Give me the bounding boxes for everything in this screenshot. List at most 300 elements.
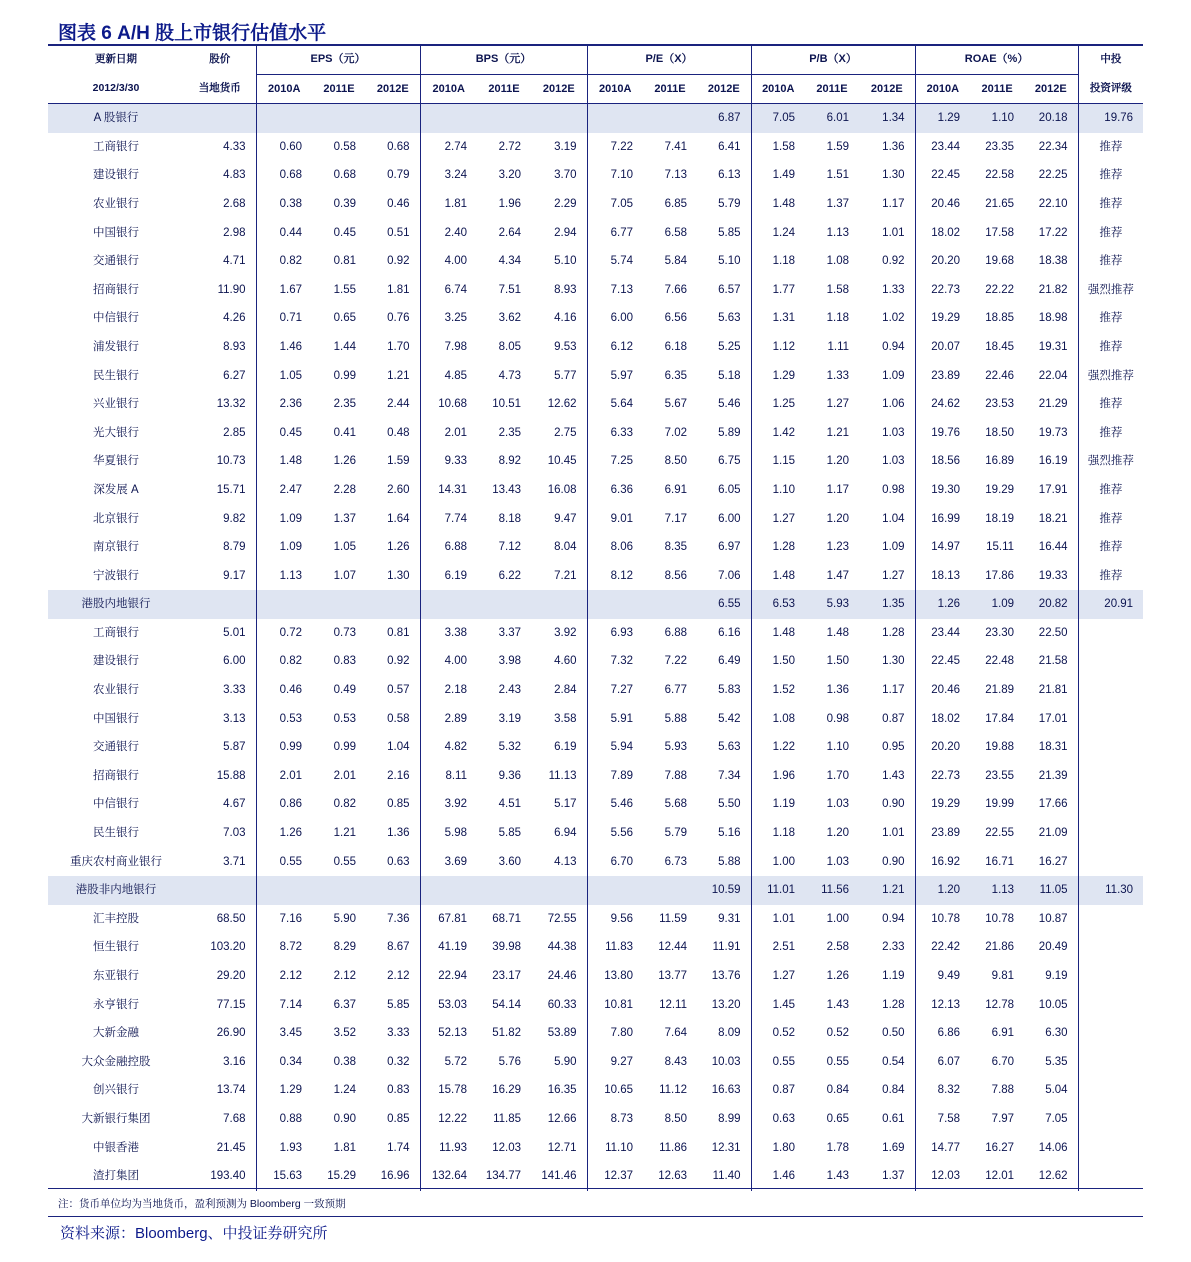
table-row (48, 390, 1143, 419)
value-cell: 17.58 (985, 226, 1015, 239)
value-cell: 5.85 (498, 827, 521, 840)
rating-cell (1078, 905, 1143, 934)
value-cell: 22.34 (1024, 133, 1078, 162)
value-cell: 1.18 (772, 255, 796, 268)
roae-2010a-header: 2010A (915, 74, 970, 104)
value-cell: 0.58 (333, 140, 356, 153)
value-cell: 23.55 (985, 769, 1015, 782)
value-cell: 1.01 (859, 819, 915, 848)
value-cell: 10.03 (697, 1048, 751, 1077)
value-cell: 7.22 (610, 140, 633, 153)
value-cell: 1.36 (826, 684, 850, 697)
value-cell: 9.81 (991, 970, 1015, 982)
price-cell: 15.71 (184, 476, 256, 505)
value-cell: 7.12 (498, 541, 521, 554)
value-cell: 0.46 (366, 190, 420, 219)
value-cell: 7.14 (279, 998, 302, 1011)
value-cell: 0.81 (366, 619, 420, 648)
pb-2012e-header: 2012E (859, 74, 915, 104)
value-cell: 1.20 (826, 512, 850, 525)
value-cell: 0.45 (333, 226, 356, 239)
price-cell: 3.13 (184, 705, 256, 734)
value-cell: 0.58 (366, 705, 420, 734)
value-cell: 1.11 (827, 340, 850, 353)
value-cell: 1.42 (772, 426, 796, 439)
value-cell: 22.50 (1024, 619, 1078, 648)
group-row (48, 876, 1143, 905)
value-cell: 1.70 (366, 333, 420, 362)
price-cell: 2.85 (184, 419, 256, 448)
bank-name: 汇丰控股 (93, 912, 139, 925)
value-cell: 3.52 (333, 1027, 356, 1040)
group-summary-cell: 11.01 (751, 876, 805, 905)
value-cell: 2.35 (333, 398, 356, 411)
value-cell: 5.68 (664, 798, 687, 811)
value-cell: 1.25 (772, 398, 796, 411)
value-cell: 16.08 (531, 476, 587, 505)
value-cell: 54.14 (492, 998, 521, 1011)
bank-name: 中国银行 (93, 226, 139, 239)
value-cell: 7.10 (610, 169, 633, 182)
value-cell: 5.90 (333, 912, 356, 925)
value-cell: 23.17 (492, 970, 521, 982)
group-summary-cell (643, 104, 697, 133)
value-cell: 5.63 (697, 733, 751, 762)
value-cell: 1.36 (859, 133, 915, 162)
price-cell: 11.90 (184, 276, 256, 305)
group-summary-cell: 1.34 (859, 104, 915, 133)
value-cell: 19.29 (931, 798, 961, 811)
roae-2012e-header: 2012E (1024, 74, 1078, 104)
value-cell: 5.74 (610, 255, 633, 268)
bank-name: 宁波银行 (93, 569, 139, 582)
rating-cell (1078, 1076, 1143, 1105)
value-cell: 17.01 (1024, 705, 1078, 734)
bank-name: 兴业银行 (93, 398, 139, 411)
price-cell: 8.79 (184, 533, 256, 562)
price-cell: 4.71 (184, 247, 256, 276)
group-summary-cell: 1.35 (859, 590, 915, 619)
value-cell: 1.69 (859, 1134, 915, 1163)
price-cell: 4.26 (184, 304, 256, 333)
value-cell: 132.64 (431, 1170, 467, 1183)
value-cell: 52.13 (438, 1027, 467, 1040)
table-row (48, 505, 1143, 534)
value-cell: 60.33 (531, 991, 587, 1020)
value-cell: 1.05 (333, 541, 356, 554)
value-cell: 0.99 (279, 741, 302, 754)
value-cell: 10.87 (1024, 905, 1078, 934)
figure-title: 图表 6 A/H 股上市银行估值水平 (58, 23, 327, 44)
value-cell: 18.50 (985, 426, 1015, 439)
value-cell: 12.11 (659, 998, 687, 1011)
header-row-groups (48, 45, 1143, 74)
value-cell: 3.92 (531, 619, 587, 648)
value-cell: 8.29 (333, 941, 356, 954)
eps-group-header: EPS（元） (256, 45, 420, 74)
price-cell: 6.27 (184, 362, 256, 391)
value-cell: 1.03 (826, 855, 850, 868)
note-bottom-rule (48, 1216, 1143, 1217)
value-cell: 6.35 (664, 369, 687, 382)
bank-name: 交通银行 (93, 255, 139, 268)
value-cell: 0.79 (366, 161, 420, 190)
group-summary-cell (312, 876, 366, 905)
table-row (48, 1134, 1143, 1163)
value-cell: 0.65 (333, 312, 356, 325)
value-cell: 5.97 (610, 369, 633, 382)
value-cell: 10.68 (438, 398, 467, 411)
rating-cell (1078, 962, 1143, 991)
value-cell: 22.58 (985, 169, 1015, 182)
bank-name: 创兴银行 (93, 1084, 139, 1097)
bank-name: 农业银行 (93, 684, 139, 697)
value-cell: 9.01 (610, 512, 633, 525)
value-cell: 2.94 (531, 219, 587, 248)
value-cell: 1.43 (859, 762, 915, 791)
value-cell: 7.27 (610, 684, 633, 697)
rating-cell: 推荐 (1099, 512, 1123, 525)
value-cell: 1.29 (772, 369, 796, 382)
rating-cell (1078, 790, 1143, 819)
value-cell: 23.30 (985, 626, 1015, 639)
value-cell: 41.19 (438, 941, 467, 954)
value-cell: 0.34 (279, 1055, 302, 1068)
pe-2010a-header: 2010A (587, 74, 643, 104)
value-cell: 1.20 (826, 455, 850, 468)
value-cell: 0.95 (859, 733, 915, 762)
value-cell: 10.81 (604, 998, 633, 1011)
value-cell: 1.31 (772, 312, 796, 325)
group-summary-cell: 5.93 (805, 590, 859, 619)
value-cell: 6.97 (697, 533, 751, 562)
value-cell: 5.85 (366, 991, 420, 1020)
value-cell: 6.77 (664, 684, 687, 697)
value-cell: 18.19 (985, 512, 1015, 525)
value-cell: 5.79 (664, 827, 687, 840)
value-cell: 16.96 (366, 1162, 420, 1191)
bank-name: 大新金融 (93, 1027, 139, 1040)
value-cell: 2.44 (366, 390, 420, 419)
value-cell: 5.46 (697, 390, 751, 419)
value-cell: 18.02 (931, 712, 961, 725)
value-cell: 7.25 (610, 455, 633, 468)
value-cell: 4.34 (498, 255, 521, 268)
value-cell: 0.52 (772, 1027, 796, 1040)
value-cell: 4.51 (498, 798, 521, 811)
value-cell: 1.55 (333, 283, 356, 296)
price-cell: 3.71 (184, 848, 256, 877)
value-cell: 19.99 (985, 798, 1015, 811)
value-cell: 3.25 (444, 312, 467, 325)
value-cell: 8.12 (610, 569, 633, 582)
value-cell: 10.51 (492, 398, 521, 411)
value-cell: 8.06 (610, 541, 633, 554)
value-cell: 0.38 (279, 197, 302, 210)
value-cell: 53.89 (531, 1019, 587, 1048)
value-cell: 7.32 (610, 655, 633, 668)
value-cell: 1.18 (826, 312, 850, 325)
value-cell: 0.39 (333, 197, 356, 210)
table-row (48, 905, 1143, 934)
pb-group-header: P/B（X） (751, 45, 915, 74)
group-summary-cell: 6.87 (697, 104, 751, 133)
value-cell: 19.76 (931, 426, 961, 439)
value-cell: 0.90 (333, 1112, 356, 1125)
value-cell: 1.06 (859, 390, 915, 419)
value-cell: 8.92 (498, 455, 521, 468)
value-cell: 2.84 (531, 676, 587, 705)
value-cell: 21.65 (985, 197, 1015, 210)
value-cell: 1.08 (826, 255, 850, 268)
value-cell: 12.03 (492, 1141, 521, 1154)
table-row (48, 819, 1143, 848)
rating-cell (1078, 1048, 1143, 1077)
group-summary-cell (256, 876, 312, 905)
price-cell: 2.68 (184, 190, 256, 219)
value-cell: 11.40 (697, 1162, 751, 1191)
price-cell: 5.87 (184, 733, 256, 762)
bank-name: 招商银行 (93, 283, 139, 296)
rating-cell: 推荐 (1099, 312, 1123, 325)
bank-name: 北京银行 (93, 512, 139, 525)
value-cell: 12.03 (931, 1170, 961, 1183)
pe-group-header: P/E（X） (587, 45, 751, 74)
value-cell: 2.12 (333, 970, 356, 982)
value-cell: 1.26 (826, 970, 850, 982)
value-cell: 5.67 (664, 398, 687, 411)
rating-cell: 推荐 (1099, 483, 1123, 496)
value-cell: 1.09 (859, 533, 915, 562)
value-cell: 0.60 (279, 140, 302, 153)
value-cell: 2.35 (498, 426, 521, 439)
group-summary-cell (420, 590, 477, 619)
value-cell: 22.46 (985, 369, 1015, 382)
value-cell: 12.22 (438, 1112, 467, 1125)
value-cell: 23.89 (931, 369, 961, 382)
value-cell: 0.99 (333, 369, 356, 382)
value-cell: 1.29 (279, 1084, 302, 1097)
value-cell: 1.21 (366, 362, 420, 391)
bps-2010a-header: 2010A (420, 74, 477, 104)
value-cell: 17.84 (985, 712, 1015, 725)
value-cell: 1.18 (772, 827, 796, 840)
value-cell: 0.53 (279, 712, 302, 725)
value-cell: 5.94 (610, 741, 633, 754)
group-summary-cell: 1.20 (915, 876, 970, 905)
pb-2010a-header: 2010A (751, 74, 805, 104)
value-cell: 22.48 (985, 655, 1015, 668)
value-cell: 5.93 (664, 741, 687, 754)
group-summary-cell: 7.05 (751, 104, 805, 133)
value-cell: 18.31 (1024, 733, 1078, 762)
bank-name: 中信银行 (93, 798, 139, 811)
value-cell: 0.52 (826, 1027, 850, 1040)
group-summary-cell (477, 876, 531, 905)
value-cell: 1.52 (772, 684, 796, 697)
value-cell: 68.71 (492, 912, 521, 925)
value-cell: 0.32 (366, 1048, 420, 1077)
value-cell: 1.48 (279, 455, 302, 468)
value-cell: 20.46 (931, 684, 961, 697)
value-cell: 6.19 (444, 569, 467, 582)
value-cell: 0.92 (366, 247, 420, 276)
value-cell: 9.53 (531, 333, 587, 362)
price-cell: 7.03 (184, 819, 256, 848)
value-cell: 1.09 (279, 541, 302, 554)
value-cell: 1.96 (772, 769, 796, 782)
value-cell: 7.98 (444, 340, 467, 353)
value-cell: 3.38 (444, 626, 467, 639)
value-cell: 0.68 (333, 169, 356, 182)
group-summary-cell (366, 104, 420, 133)
value-cell: 5.91 (610, 712, 633, 725)
group-summary-cell: 1.21 (859, 876, 915, 905)
value-cell: 7.16 (279, 912, 302, 925)
value-cell: 2.36 (279, 398, 302, 411)
value-cell: 0.73 (333, 626, 356, 639)
group-summary-cell (184, 590, 256, 619)
group-label: 港股内地银行 (48, 590, 184, 619)
value-cell: 1.26 (366, 533, 420, 562)
value-cell: 0.71 (279, 312, 302, 325)
group-label: A 股银行 (48, 104, 184, 133)
value-cell: 1.07 (333, 569, 356, 582)
table-row (48, 1076, 1143, 1105)
value-cell: 1.20 (826, 827, 850, 840)
value-cell: 11.93 (439, 1141, 467, 1154)
table-row (48, 533, 1143, 562)
eps-2011e-header: 2011E (312, 74, 366, 104)
table-row (48, 247, 1143, 276)
value-cell: 1.27 (826, 398, 850, 411)
price-unit-label: 当地货币 (184, 74, 256, 104)
value-cell: 21.82 (1024, 276, 1078, 305)
value-cell: 3.19 (498, 712, 521, 725)
value-cell: 5.90 (531, 1048, 587, 1077)
price-cell: 193.40 (184, 1162, 256, 1191)
value-cell: 7.74 (444, 512, 467, 525)
value-cell: 16.19 (1024, 447, 1078, 476)
value-cell: 19.88 (985, 741, 1015, 754)
value-cell: 22.73 (931, 283, 961, 296)
price-cell: 3.33 (184, 676, 256, 705)
value-cell: 17.91 (1024, 476, 1078, 505)
group-summary-cell: 11.56 (805, 876, 859, 905)
group-summary-cell: 20.91 (1078, 590, 1143, 619)
value-cell: 16.29 (492, 1084, 521, 1097)
value-cell: 8.35 (664, 541, 687, 554)
bank-name: 大新银行集团 (81, 1112, 151, 1125)
rating-cell: 推荐 (1099, 398, 1123, 411)
value-cell: 6.56 (664, 312, 687, 325)
value-cell: 8.99 (697, 1105, 751, 1134)
value-cell: 4.13 (531, 848, 587, 877)
rating-cell: 推荐 (1099, 340, 1123, 353)
value-cell: 0.83 (366, 1076, 420, 1105)
source-line: 资料来源：Bloomberg、中投证券研究所 (60, 1225, 328, 1242)
value-cell: 0.38 (333, 1055, 356, 1068)
value-cell: 11.10 (605, 1141, 633, 1154)
value-cell: 7.13 (664, 169, 687, 182)
value-cell: 21.89 (985, 684, 1015, 697)
value-cell: 16.27 (985, 1141, 1015, 1154)
value-cell: 0.76 (366, 304, 420, 333)
value-cell: 6.00 (610, 312, 633, 325)
value-cell: 2.60 (366, 476, 420, 505)
value-cell: 1.48 (826, 626, 850, 639)
value-cell: 16.44 (1024, 533, 1078, 562)
value-cell: 7.66 (664, 283, 687, 296)
value-cell: 12.37 (604, 1170, 633, 1183)
value-cell: 8.93 (531, 276, 587, 305)
value-cell: 5.04 (1024, 1076, 1078, 1105)
value-cell: 0.90 (859, 848, 915, 877)
rating-cell: 推荐 (1099, 169, 1123, 182)
value-cell: 0.53 (333, 712, 356, 725)
bank-name: 建设银行 (93, 169, 139, 182)
value-cell: 12.66 (531, 1105, 587, 1134)
value-cell: 6.22 (498, 569, 521, 582)
value-cell: 15.29 (327, 1170, 356, 1183)
value-cell: 0.85 (366, 790, 420, 819)
value-cell: 5.10 (531, 247, 587, 276)
value-cell: 22.73 (931, 769, 961, 782)
group-summary-cell: 6.55 (697, 590, 751, 619)
value-cell: 24.46 (531, 962, 587, 991)
value-cell: 1.59 (366, 447, 420, 476)
value-cell: 5.77 (531, 362, 587, 391)
table-row (48, 219, 1143, 248)
value-cell: 44.38 (531, 933, 587, 962)
value-cell: 16.63 (697, 1076, 751, 1105)
value-cell: 22.42 (931, 941, 961, 954)
group-summary-cell (477, 590, 531, 619)
value-cell: 11.85 (493, 1112, 521, 1125)
value-cell: 1.27 (772, 970, 796, 982)
value-cell: 16.99 (931, 512, 961, 525)
value-cell: 1.33 (859, 276, 915, 305)
value-cell: 5.50 (697, 790, 751, 819)
value-cell: 2.12 (279, 970, 302, 982)
price-cell: 13.74 (184, 1076, 256, 1105)
value-cell: 2.89 (444, 712, 467, 725)
table-row (48, 790, 1143, 819)
value-cell: 7.17 (664, 512, 687, 525)
value-cell: 0.68 (279, 169, 302, 182)
value-cell: 1.28 (859, 991, 915, 1020)
bps-2012e-header: 2012E (531, 74, 587, 104)
group-summary-cell: 10.59 (697, 876, 751, 905)
value-cell: 1.46 (772, 1170, 796, 1183)
value-cell: 19.29 (931, 312, 961, 325)
value-cell: 0.65 (826, 1112, 850, 1125)
value-cell: 17.86 (985, 569, 1015, 582)
group-summary-cell (366, 876, 420, 905)
value-cell: 12.31 (697, 1134, 751, 1163)
value-cell: 9.56 (610, 912, 633, 925)
price-cell: 103.20 (184, 933, 256, 962)
value-cell: 0.49 (333, 684, 356, 697)
group-summary-cell: 1.09 (970, 590, 1024, 619)
value-cell: 1.74 (366, 1134, 420, 1163)
table-row (48, 333, 1143, 362)
value-cell: 3.70 (531, 161, 587, 190)
value-cell: 6.41 (697, 133, 751, 162)
value-cell: 1.36 (366, 819, 420, 848)
value-cell: 1.43 (826, 998, 850, 1011)
value-cell: 0.41 (333, 426, 356, 439)
